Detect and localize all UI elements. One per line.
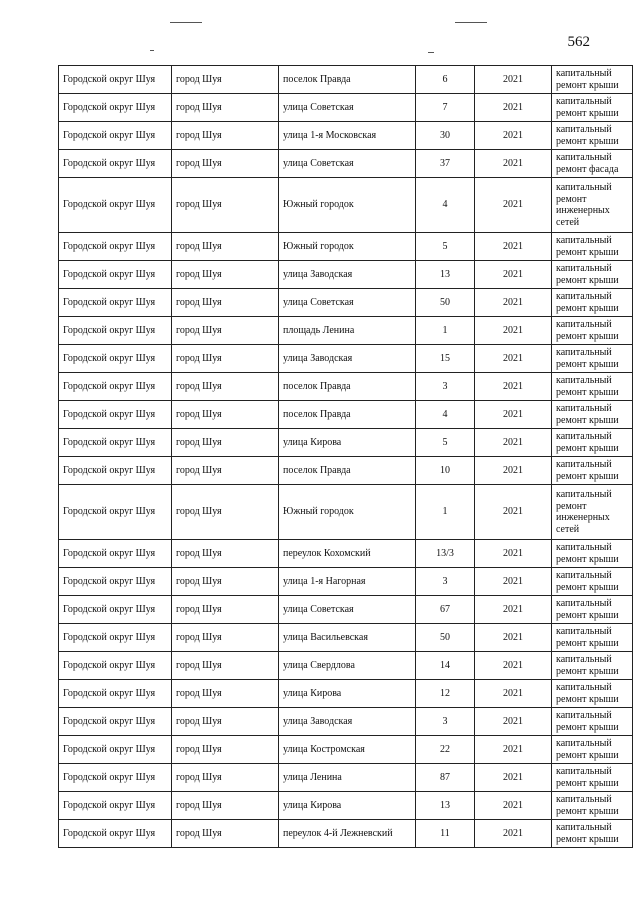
cell-street: Южный городок xyxy=(279,233,416,261)
table-row xyxy=(59,233,633,261)
table-row xyxy=(59,429,633,457)
cell-house-number: 10 xyxy=(416,457,475,485)
table-row xyxy=(59,624,633,652)
cell-year: 2021 xyxy=(475,233,552,261)
cell-house-number: 7 xyxy=(416,94,475,122)
cell-street: улица Советская xyxy=(279,94,416,122)
cell-house-number: 67 xyxy=(416,596,475,624)
table-row xyxy=(59,150,633,178)
cell-year: 2021 xyxy=(475,680,552,708)
cell-street: поселок Правда xyxy=(279,66,416,94)
cell-work-type: капитальный ремонт крыши xyxy=(552,122,633,150)
cell-year: 2021 xyxy=(475,66,552,94)
table-row xyxy=(59,345,633,373)
cell-house-number: 5 xyxy=(416,233,475,261)
cell-house-number: 13 xyxy=(416,261,475,289)
cell-city: город Шуя xyxy=(172,150,279,178)
cell-city: город Шуя xyxy=(172,457,279,485)
cell-work-type: капитальный ремонт крыши xyxy=(552,261,633,289)
cell-city: город Шуя xyxy=(172,178,279,233)
cell-work-type: капитальный ремонт инженерных сетей xyxy=(552,485,633,540)
cell-okrug: Городской округ Шуя xyxy=(59,457,172,485)
cell-year: 2021 xyxy=(475,596,552,624)
cell-street: улица 1-я Московская xyxy=(279,122,416,150)
table-row xyxy=(59,289,633,317)
cell-okrug: Городской округ Шуя xyxy=(59,66,172,94)
table-row xyxy=(59,317,633,345)
cell-year: 2021 xyxy=(475,401,552,429)
cell-street: улица Советская xyxy=(279,596,416,624)
cell-city: город Шуя xyxy=(172,764,279,792)
cell-okrug: Городской округ Шуя xyxy=(59,540,172,568)
table-row xyxy=(59,820,633,848)
table-row xyxy=(59,708,633,736)
table-row xyxy=(59,122,633,150)
cell-work-type: капитальный ремонт крыши xyxy=(552,457,633,485)
table-row xyxy=(59,736,633,764)
cell-work-type: капитальный ремонт инженерных сетей xyxy=(552,178,633,233)
cell-year: 2021 xyxy=(475,652,552,680)
cell-street: переулок Кохомский xyxy=(279,540,416,568)
cell-house-number: 4 xyxy=(416,401,475,429)
cell-okrug: Городской округ Шуя xyxy=(59,792,172,820)
cell-house-number: 14 xyxy=(416,652,475,680)
cell-okrug: Городской округ Шуя xyxy=(59,261,172,289)
cell-year: 2021 xyxy=(475,820,552,848)
cell-work-type: капитальный ремонт крыши xyxy=(552,736,633,764)
cell-work-type: капитальный ремонт крыши xyxy=(552,401,633,429)
cell-street: переулок 4-й Лежневский xyxy=(279,820,416,848)
cell-year: 2021 xyxy=(475,317,552,345)
table-row xyxy=(59,401,633,429)
cell-work-type: капитальный ремонт крыши xyxy=(552,820,633,848)
cell-okrug: Городской округ Шуя xyxy=(59,401,172,429)
cell-okrug: Городской округ Шуя xyxy=(59,373,172,401)
table-row xyxy=(59,373,633,401)
cell-work-type: капитальный ремонт крыши xyxy=(552,652,633,680)
cell-year: 2021 xyxy=(475,150,552,178)
cell-city: город Шуя xyxy=(172,401,279,429)
cell-okrug: Городской округ Шуя xyxy=(59,150,172,178)
table-row xyxy=(59,568,633,596)
cell-work-type: капитальный ремонт крыши xyxy=(552,289,633,317)
cell-city: город Шуя xyxy=(172,66,279,94)
table-row xyxy=(59,457,633,485)
cell-work-type: капитальный ремонт крыши xyxy=(552,429,633,457)
cell-work-type: капитальный ремонт крыши xyxy=(552,708,633,736)
cell-city: город Шуя xyxy=(172,596,279,624)
cell-street: поселок Правда xyxy=(279,457,416,485)
cell-work-type: капитальный ремонт крыши xyxy=(552,233,633,261)
cell-house-number: 1 xyxy=(416,485,475,540)
cell-work-type: капитальный ремонт крыши xyxy=(552,317,633,345)
cell-work-type: капитальный ремонт крыши xyxy=(552,596,633,624)
cell-work-type: капитальный ремонт фасада xyxy=(552,150,633,178)
cell-street: площадь Ленина xyxy=(279,317,416,345)
cell-city: город Шуя xyxy=(172,736,279,764)
cell-house-number: 3 xyxy=(416,373,475,401)
cell-city: город Шуя xyxy=(172,708,279,736)
table-row xyxy=(59,66,633,94)
cell-house-number: 22 xyxy=(416,736,475,764)
cell-year: 2021 xyxy=(475,540,552,568)
cell-house-number: 37 xyxy=(416,150,475,178)
cell-house-number: 3 xyxy=(416,708,475,736)
cell-house-number: 1 xyxy=(416,317,475,345)
cell-city: город Шуя xyxy=(172,233,279,261)
cell-city: город Шуя xyxy=(172,485,279,540)
cell-city: город Шуя xyxy=(172,540,279,568)
cell-city: город Шуя xyxy=(172,652,279,680)
cell-city: город Шуя xyxy=(172,345,279,373)
cell-okrug: Городской округ Шуя xyxy=(59,289,172,317)
table-row xyxy=(59,792,633,820)
cell-okrug: Городской округ Шуя xyxy=(59,680,172,708)
cell-street: улица Советская xyxy=(279,150,416,178)
cell-okrug: Городской округ Шуя xyxy=(59,568,172,596)
cell-okrug: Городской округ Шуя xyxy=(59,345,172,373)
cell-year: 2021 xyxy=(475,261,552,289)
page-number: 562 xyxy=(567,34,590,50)
cell-work-type: капитальный ремонт крыши xyxy=(552,764,633,792)
cell-street: улица Заводская xyxy=(279,708,416,736)
cell-house-number: 11 xyxy=(416,820,475,848)
cell-city: город Шуя xyxy=(172,680,279,708)
cell-year: 2021 xyxy=(475,624,552,652)
cell-city: город Шуя xyxy=(172,289,279,317)
table-row xyxy=(59,94,633,122)
cell-work-type: капитальный ремонт крыши xyxy=(552,568,633,596)
cell-house-number: 15 xyxy=(416,345,475,373)
cell-okrug: Городской округ Шуя xyxy=(59,596,172,624)
table-row xyxy=(59,652,633,680)
cell-okrug: Городской округ Шуя xyxy=(59,233,172,261)
cell-okrug: Городской округ Шуя xyxy=(59,820,172,848)
registry-table xyxy=(58,65,633,848)
cell-year: 2021 xyxy=(475,708,552,736)
table-row xyxy=(59,178,633,233)
cell-okrug: Городской округ Шуя xyxy=(59,736,172,764)
cell-street: улица Заводская xyxy=(279,261,416,289)
cell-street: улица 1-я Нагорная xyxy=(279,568,416,596)
cell-house-number: 30 xyxy=(416,122,475,150)
cell-house-number: 12 xyxy=(416,680,475,708)
cell-year: 2021 xyxy=(475,289,552,317)
table-body xyxy=(59,66,633,848)
cell-street: улица Костромская xyxy=(279,736,416,764)
table-row xyxy=(59,261,633,289)
cell-house-number: 50 xyxy=(416,289,475,317)
cell-year: 2021 xyxy=(475,429,552,457)
cell-city: город Шуя xyxy=(172,820,279,848)
cell-street: Южный городок xyxy=(279,485,416,540)
cell-city: город Шуя xyxy=(172,624,279,652)
cell-street: улица Кирова xyxy=(279,792,416,820)
cell-street: Южный городок xyxy=(279,178,416,233)
table-row xyxy=(59,680,633,708)
cell-city: город Шуя xyxy=(172,429,279,457)
cell-year: 2021 xyxy=(475,764,552,792)
cell-year: 2021 xyxy=(475,373,552,401)
cell-street: улица Кирова xyxy=(279,680,416,708)
cell-year: 2021 xyxy=(475,568,552,596)
cell-house-number: 87 xyxy=(416,764,475,792)
cell-street: улица Ленина xyxy=(279,764,416,792)
cell-okrug: Городской округ Шуя xyxy=(59,178,172,233)
cell-house-number: 13/3 xyxy=(416,540,475,568)
cell-year: 2021 xyxy=(475,178,552,233)
cell-work-type: капитальный ремонт крыши xyxy=(552,624,633,652)
table-row xyxy=(59,485,633,540)
cell-work-type: капитальный ремонт крыши xyxy=(552,66,633,94)
cell-street: улица Заводская xyxy=(279,345,416,373)
table-row xyxy=(59,764,633,792)
cell-street: улица Васильевская xyxy=(279,624,416,652)
cell-work-type: капитальный ремонт крыши xyxy=(552,540,633,568)
table-row xyxy=(59,540,633,568)
cell-okrug: Городской округ Шуя xyxy=(59,317,172,345)
cell-city: город Шуя xyxy=(172,94,279,122)
cell-okrug: Городской округ Шуя xyxy=(59,652,172,680)
cell-work-type: капитальный ремонт крыши xyxy=(552,345,633,373)
cell-okrug: Городской округ Шуя xyxy=(59,624,172,652)
cell-work-type: капитальный ремонт крыши xyxy=(552,792,633,820)
cell-city: город Шуя xyxy=(172,568,279,596)
cell-year: 2021 xyxy=(475,736,552,764)
cell-year: 2021 xyxy=(475,122,552,150)
cell-street: поселок Правда xyxy=(279,373,416,401)
cell-okrug: Городской округ Шуя xyxy=(59,708,172,736)
cell-house-number: 5 xyxy=(416,429,475,457)
cell-city: город Шуя xyxy=(172,122,279,150)
cell-house-number: 3 xyxy=(416,568,475,596)
cell-year: 2021 xyxy=(475,94,552,122)
cell-year: 2021 xyxy=(475,485,552,540)
cell-city: город Шуя xyxy=(172,261,279,289)
cell-okrug: Городской округ Шуя xyxy=(59,764,172,792)
cell-year: 2021 xyxy=(475,457,552,485)
cell-street: улица Кирова xyxy=(279,429,416,457)
cell-city: город Шуя xyxy=(172,792,279,820)
cell-okrug: Городской округ Шуя xyxy=(59,122,172,150)
cell-house-number: 6 xyxy=(416,66,475,94)
cell-city: город Шуя xyxy=(172,373,279,401)
cell-work-type: капитальный ремонт крыши xyxy=(552,373,633,401)
cell-okrug: Городской округ Шуя xyxy=(59,429,172,457)
table-row xyxy=(59,596,633,624)
cell-street: улица Свердлова xyxy=(279,652,416,680)
cell-house-number: 50 xyxy=(416,624,475,652)
cell-house-number: 4 xyxy=(416,178,475,233)
cell-street: улица Советская xyxy=(279,289,416,317)
cell-year: 2021 xyxy=(475,792,552,820)
cell-year: 2021 xyxy=(475,345,552,373)
cell-work-type: капитальный ремонт крыши xyxy=(552,680,633,708)
cell-okrug: Городской округ Шуя xyxy=(59,94,172,122)
cell-street: поселок Правда xyxy=(279,401,416,429)
cell-work-type: капитальный ремонт крыши xyxy=(552,94,633,122)
cell-okrug: Городской округ Шуя xyxy=(59,485,172,540)
cell-house-number: 13 xyxy=(416,792,475,820)
cell-city: город Шуя xyxy=(172,317,279,345)
